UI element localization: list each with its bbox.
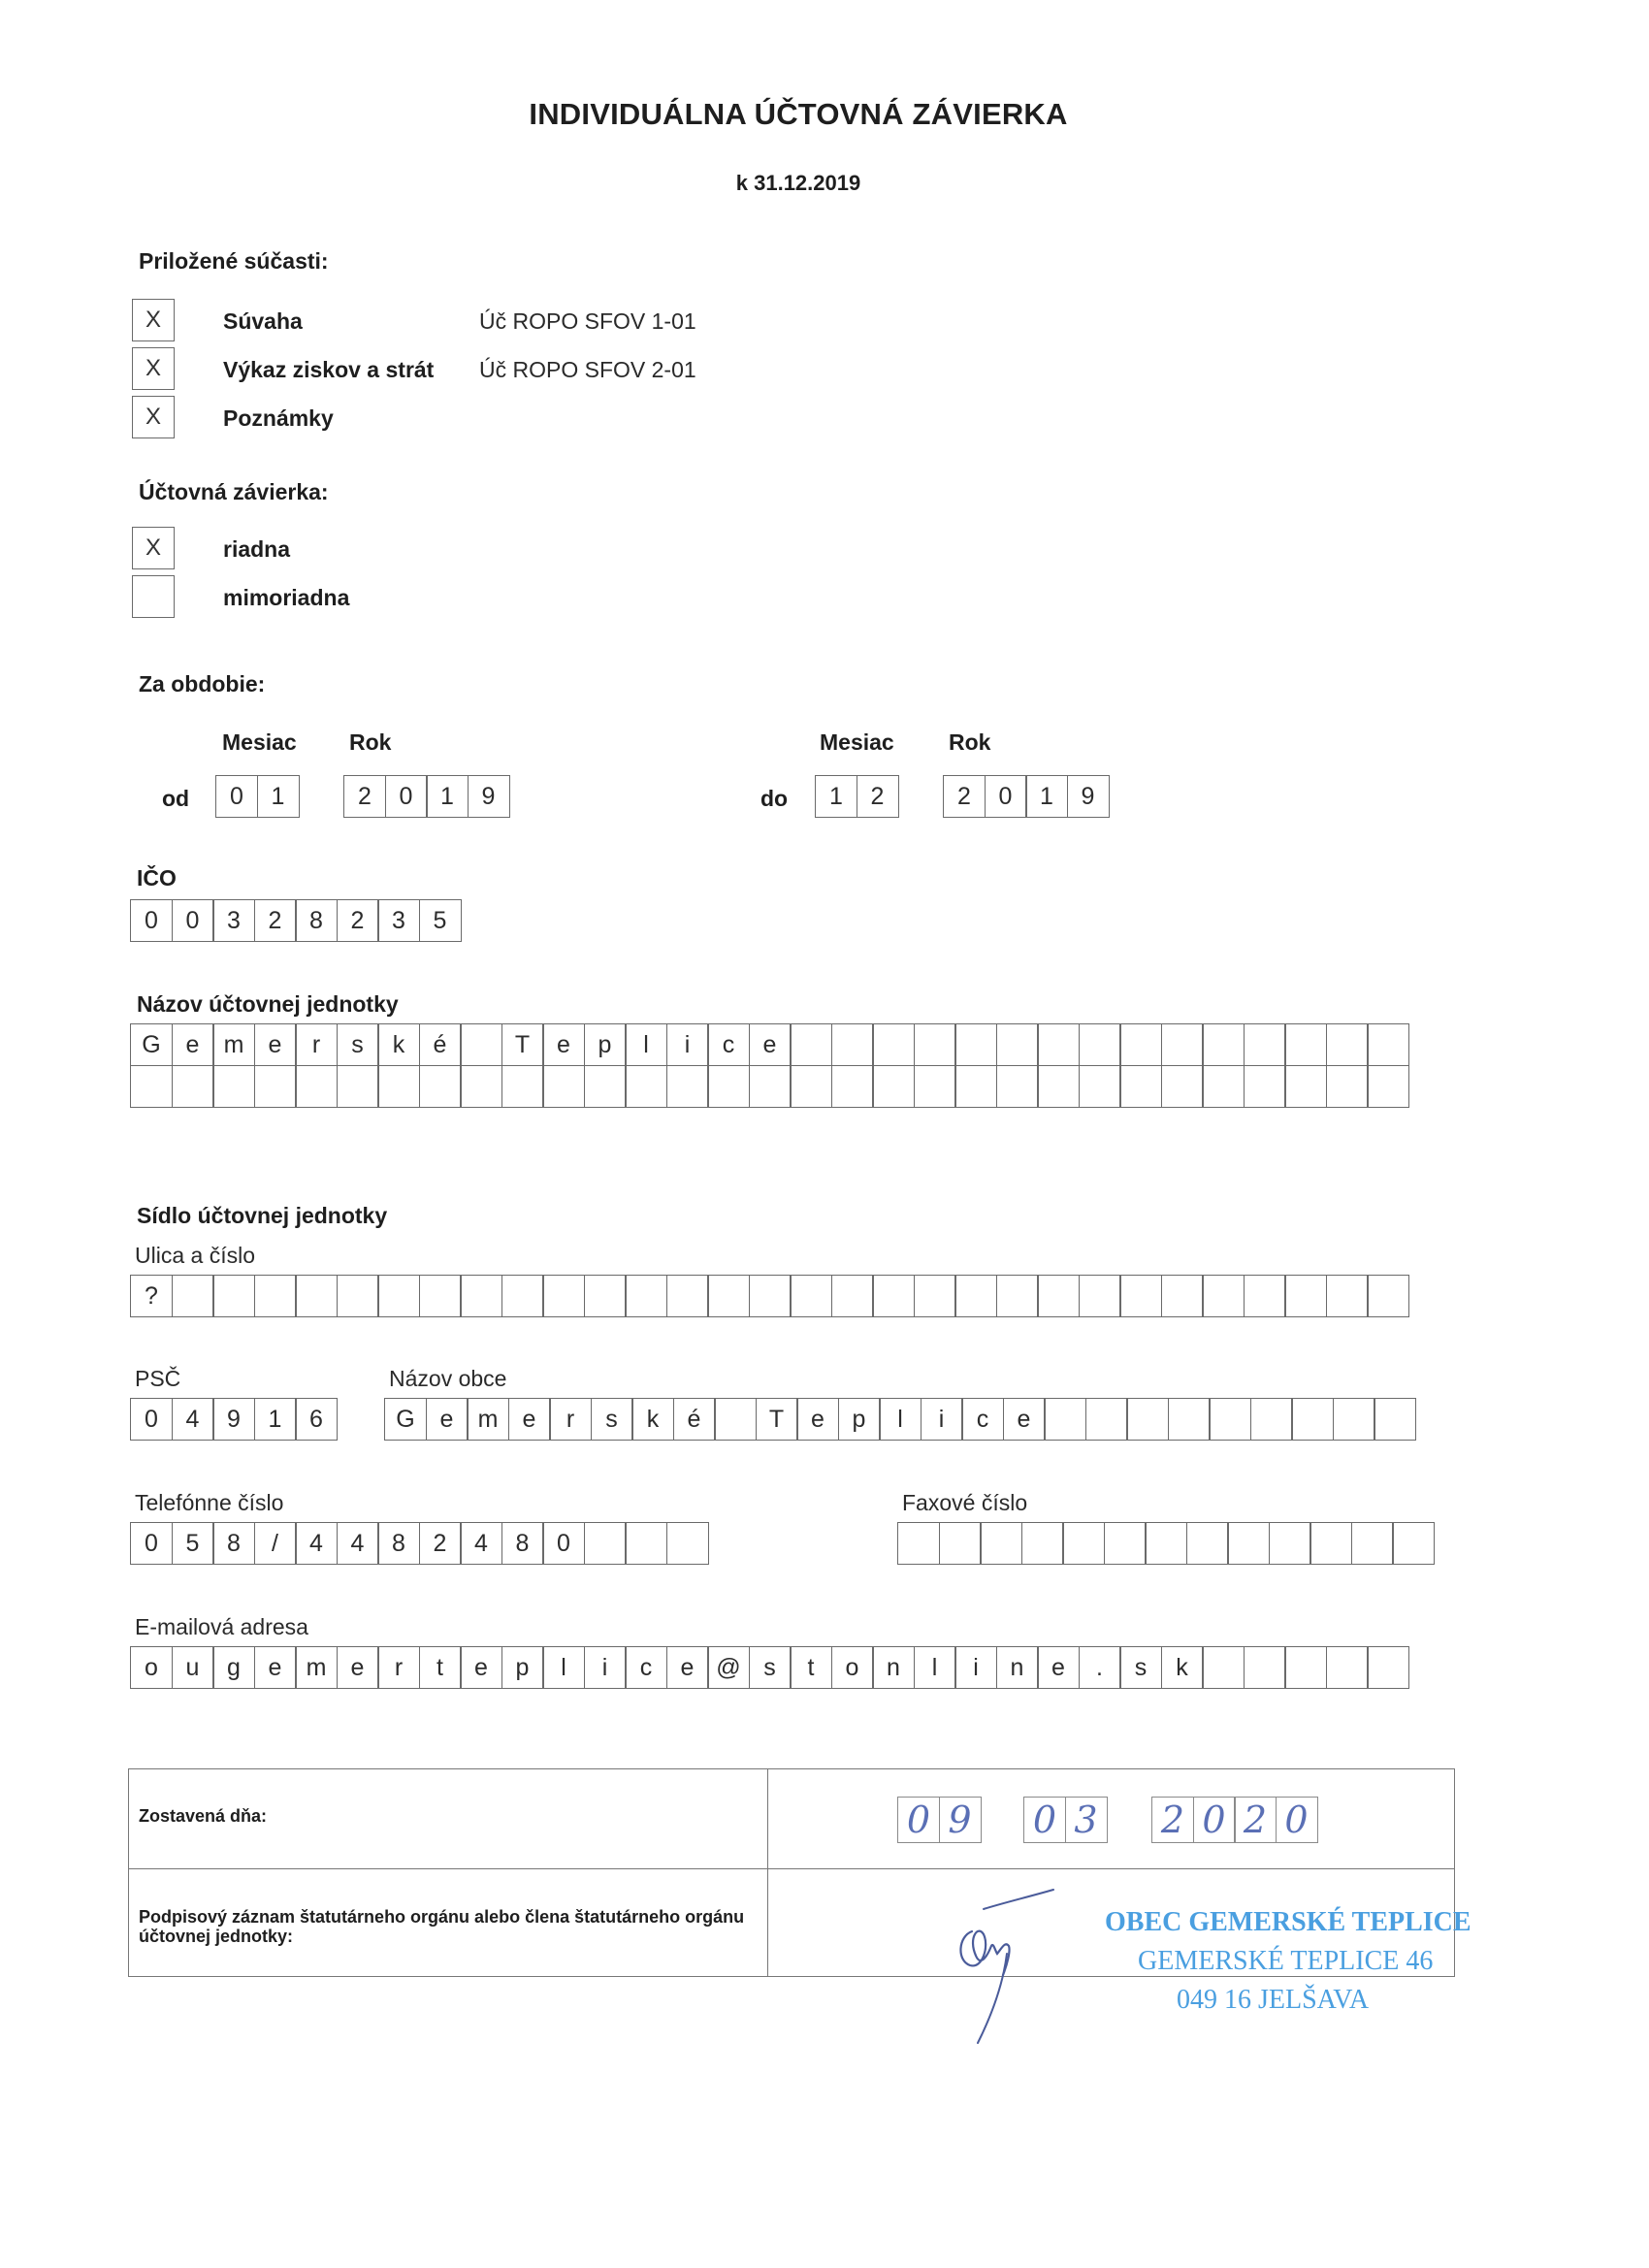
entity-name-char: p	[584, 1023, 627, 1066]
compiled-month-digit: 0	[1023, 1797, 1066, 1843]
email-char: s	[1119, 1646, 1162, 1689]
as-of-date: k 31.12.2019	[735, 171, 861, 195]
fax-char	[1145, 1522, 1187, 1565]
fax-char	[1310, 1522, 1352, 1565]
ico-digit: 8	[295, 899, 338, 942]
city-char	[1333, 1398, 1375, 1441]
phone-field[interactable]	[130, 1522, 709, 1565]
street-char	[1119, 1275, 1162, 1317]
phone-char: 4	[337, 1522, 379, 1565]
street-char	[1244, 1275, 1286, 1317]
email-char: e	[337, 1646, 379, 1689]
email-char: u	[172, 1646, 214, 1689]
entity-name-row-1[interactable]	[130, 1023, 1409, 1066]
fax-char	[1186, 1522, 1229, 1565]
entity-name-char	[1244, 1023, 1286, 1066]
email-char: i	[954, 1646, 997, 1689]
ico-digit: 3	[377, 899, 420, 942]
entity-name-char: é	[419, 1023, 462, 1066]
city-char: m	[467, 1398, 509, 1441]
email-char: e	[460, 1646, 502, 1689]
entity-name-char	[666, 1065, 709, 1108]
entity-name-char	[707, 1065, 750, 1108]
email-char	[1244, 1646, 1286, 1689]
email-char: c	[625, 1646, 667, 1689]
street-char	[914, 1275, 956, 1317]
entity-name-char: r	[295, 1023, 338, 1066]
fax-char	[897, 1522, 940, 1565]
period-heading: Za obdobie:	[139, 671, 266, 697]
email-char: n	[872, 1646, 915, 1689]
city-char: c	[961, 1398, 1004, 1441]
from-year-label: Rok	[349, 729, 392, 755]
email-char: o	[130, 1646, 173, 1689]
entity-name-char: e	[542, 1023, 585, 1066]
to-month-digit: 2	[857, 775, 899, 818]
psc-label: PSČ	[135, 1366, 181, 1391]
city-char: r	[549, 1398, 592, 1441]
phone-char: 2	[419, 1522, 462, 1565]
street-char	[377, 1275, 420, 1317]
psc-digit: 9	[212, 1398, 255, 1441]
entity-name-char	[996, 1065, 1039, 1108]
entity-name-char	[831, 1023, 874, 1066]
email-char: e	[666, 1646, 709, 1689]
phone-char: 4	[295, 1522, 338, 1565]
from-year-digit: 2	[343, 775, 386, 818]
entity-name-char	[1202, 1023, 1245, 1066]
entity-name-char	[1161, 1023, 1204, 1066]
street-char: ?	[130, 1275, 173, 1317]
email-char: o	[831, 1646, 874, 1689]
street-char	[419, 1275, 462, 1317]
email-char: t	[419, 1646, 462, 1689]
email-char: i	[584, 1646, 627, 1689]
from-year-digit: 0	[385, 775, 428, 818]
entity-name-char	[419, 1065, 462, 1108]
city-char	[1085, 1398, 1128, 1441]
from-label: od	[162, 786, 190, 811]
street-char	[337, 1275, 379, 1317]
email-char: s	[749, 1646, 792, 1689]
city-char: é	[673, 1398, 716, 1441]
to-month-label: Mesiac	[820, 729, 894, 755]
psc-digit: 4	[172, 1398, 214, 1441]
email-char: l	[542, 1646, 585, 1689]
to-year-digit: 1	[1025, 775, 1068, 818]
to-month-digit: 1	[815, 775, 857, 818]
fax-char	[1351, 1522, 1394, 1565]
city-char	[1250, 1398, 1293, 1441]
entity-name-char	[1037, 1065, 1080, 1108]
entity-name-char	[1079, 1065, 1121, 1108]
city-field[interactable]	[384, 1398, 1416, 1441]
entity-name-char	[790, 1023, 832, 1066]
entity-name-char: e	[172, 1023, 214, 1066]
compiled-month-field[interactable]	[1023, 1797, 1108, 1843]
email-char: @	[707, 1646, 750, 1689]
entity-name-char	[872, 1023, 915, 1066]
fax-label: Faxové číslo	[902, 1490, 1028, 1515]
to-year-digit: 9	[1067, 775, 1110, 818]
from-month-label: Mesiac	[222, 729, 297, 755]
closing-label-riadna: riadna	[223, 536, 291, 562]
city-char: k	[631, 1398, 674, 1441]
compiled-date-label: Zostavená dňa:	[139, 1806, 268, 1826]
city-char: e	[426, 1398, 469, 1441]
compiled-year-digit: 0	[1276, 1797, 1318, 1843]
entity-name-char	[1367, 1023, 1409, 1066]
fax-char	[1021, 1522, 1064, 1565]
compiled-day-field[interactable]	[897, 1797, 982, 1843]
street-char	[954, 1275, 997, 1317]
street-char	[501, 1275, 544, 1317]
city-char: e	[508, 1398, 551, 1441]
city-char: l	[879, 1398, 922, 1441]
entity-name-char	[1367, 1065, 1409, 1108]
fax-char	[1392, 1522, 1435, 1565]
entity-name-char: G	[130, 1023, 173, 1066]
closing-label-mimoriadna: mimoriadna	[223, 585, 350, 610]
email-char	[1367, 1646, 1409, 1689]
entity-name-char	[1326, 1023, 1369, 1066]
phone-char: 8	[501, 1522, 544, 1565]
street-char	[996, 1275, 1039, 1317]
signature-label: Podpisový záznam štatutárneho orgánu alebo člena štatutárneho orgánu účtovnej jednotky:	[139, 1907, 745, 1946]
compiled-year-digit: 0	[1193, 1797, 1236, 1843]
fax-field[interactable]	[897, 1522, 1435, 1565]
compiled-year-digit: 2	[1234, 1797, 1277, 1843]
ico-digit: 2	[337, 899, 379, 942]
street-char	[1079, 1275, 1121, 1317]
entity-name-row-2[interactable]	[130, 1065, 1409, 1108]
entity-name-char	[1326, 1065, 1369, 1108]
entity-name-char: e	[749, 1023, 792, 1066]
compiled-year-field[interactable]	[1151, 1797, 1318, 1843]
entity-name-char	[460, 1065, 502, 1108]
seat-heading: Sídlo účtovnej jednotky	[137, 1203, 388, 1228]
handwritten-signature	[949, 1878, 1094, 2048]
street-char	[790, 1275, 832, 1317]
compiled-year-digit: 2	[1151, 1797, 1194, 1843]
attachments-heading: Priložené súčasti:	[139, 248, 329, 274]
email-char: e	[1037, 1646, 1080, 1689]
ico-label: IČO	[137, 865, 177, 891]
city-char: p	[838, 1398, 881, 1441]
entity-name-char	[790, 1065, 832, 1108]
entity-name-char	[1037, 1023, 1080, 1066]
to-year-label: Rok	[949, 729, 991, 755]
entity-name-char	[954, 1065, 997, 1108]
entity-name-char	[1284, 1023, 1327, 1066]
email-label: E-mailová adresa	[135, 1614, 308, 1639]
email-char: l	[914, 1646, 956, 1689]
street-char	[1284, 1275, 1327, 1317]
city-char	[1044, 1398, 1086, 1441]
street-char	[584, 1275, 627, 1317]
street-char	[1367, 1275, 1409, 1317]
stamp-line-1: OBEC GEMERSKÉ TEPLICE	[1105, 1907, 1471, 1937]
entity-name-char	[501, 1065, 544, 1108]
entity-name-char	[584, 1065, 627, 1108]
city-char: G	[384, 1398, 427, 1441]
street-char	[172, 1275, 214, 1317]
city-char: T	[756, 1398, 798, 1441]
ico-digit: 2	[254, 899, 297, 942]
entity-name-char: k	[377, 1023, 420, 1066]
street-char	[749, 1275, 792, 1317]
to-year-digit: 0	[985, 775, 1027, 818]
street-char	[1037, 1275, 1080, 1317]
email-char: n	[996, 1646, 1039, 1689]
entity-name-char	[1161, 1065, 1204, 1108]
street-char	[666, 1275, 709, 1317]
phone-char	[584, 1522, 627, 1565]
entity-name-char: i	[666, 1023, 709, 1066]
email-char: g	[212, 1646, 255, 1689]
from-month-digit: 0	[215, 775, 258, 818]
street-char	[1202, 1275, 1245, 1317]
entity-name-char: T	[501, 1023, 544, 1066]
street-field[interactable]	[130, 1275, 1409, 1317]
email-char	[1284, 1646, 1327, 1689]
email-char: t	[790, 1646, 832, 1689]
city-char	[1168, 1398, 1211, 1441]
entity-name-char	[831, 1065, 874, 1108]
ico-digit: 3	[212, 899, 255, 942]
email-field[interactable]	[130, 1646, 1409, 1689]
street-char	[254, 1275, 297, 1317]
phone-label: Telefónne číslo	[135, 1490, 284, 1515]
from-year-digit: 1	[426, 775, 469, 818]
street-char	[460, 1275, 502, 1317]
attachment-label-vykaz: Výkaz ziskov a strát	[223, 357, 435, 382]
city-char: s	[591, 1398, 633, 1441]
entity-name-char: c	[707, 1023, 750, 1066]
stamp-line-2: GEMERSKÉ TEPLICE 46	[1138, 1946, 1434, 1976]
email-char: m	[295, 1646, 338, 1689]
phone-char: 8	[212, 1522, 255, 1565]
entity-name-char	[337, 1065, 379, 1108]
closing-checkbox-mimoriadna[interactable]	[132, 575, 175, 618]
email-char: p	[501, 1646, 544, 1689]
to-label: do	[760, 786, 789, 811]
attachment-code-suvaha: Úč ROPO SFOV 1-01	[479, 308, 696, 334]
entity-name-char	[1284, 1065, 1327, 1108]
city-char	[714, 1398, 757, 1441]
attachment-label-suvaha: Súvaha	[223, 308, 303, 334]
psc-digit: 6	[295, 1398, 338, 1441]
city-char	[1291, 1398, 1334, 1441]
fax-char	[939, 1522, 982, 1565]
entity-name-char	[872, 1065, 915, 1108]
entity-name-char	[130, 1065, 173, 1108]
compiled-month-digit: 3	[1065, 1797, 1108, 1843]
from-year-field[interactable]	[343, 775, 510, 818]
compiled-day-digit: 9	[939, 1797, 982, 1843]
street-char	[1326, 1275, 1369, 1317]
entity-name-char	[1119, 1065, 1162, 1108]
ico-digit: 0	[172, 899, 214, 942]
entity-name-char: s	[337, 1023, 379, 1066]
table-divider-vertical	[767, 1769, 768, 1976]
street-char	[831, 1275, 874, 1317]
entity-name-char	[1119, 1023, 1162, 1066]
city-char	[1374, 1398, 1416, 1441]
ico-digit: 5	[419, 899, 462, 942]
phone-char: 0	[542, 1522, 585, 1565]
email-char: r	[377, 1646, 420, 1689]
compiled-day-digit: 0	[897, 1797, 940, 1843]
psc-digit: 0	[130, 1398, 173, 1441]
stamp-line-3: 049 16 JELŠAVA	[1177, 1985, 1370, 2015]
street-char	[295, 1275, 338, 1317]
street-char	[212, 1275, 255, 1317]
entity-name-char	[212, 1065, 255, 1108]
email-char: e	[254, 1646, 297, 1689]
street-char	[707, 1275, 750, 1317]
email-char	[1326, 1646, 1369, 1689]
entity-name-char	[295, 1065, 338, 1108]
signature-table	[128, 1768, 1471, 2015]
fax-char	[1227, 1522, 1270, 1565]
phone-char: 0	[130, 1522, 173, 1565]
entity-name-char	[749, 1065, 792, 1108]
attachment-checkbox-suvaha[interactable]: X	[132, 299, 175, 341]
city-char	[1209, 1398, 1251, 1441]
from-month-digit: 1	[257, 775, 300, 818]
email-char: .	[1079, 1646, 1121, 1689]
entity-name-label: Názov účtovnej jednotky	[137, 991, 399, 1017]
to-year-digit: 2	[943, 775, 986, 818]
entity-name-char	[1202, 1065, 1245, 1108]
entity-name-char	[914, 1065, 956, 1108]
entity-name-char	[954, 1023, 997, 1066]
attachment-checkbox-poznamky[interactable]: X	[132, 396, 175, 438]
city-label: Názov obce	[389, 1366, 507, 1391]
entity-name-char	[542, 1065, 585, 1108]
city-char	[1126, 1398, 1169, 1441]
phone-char	[625, 1522, 667, 1565]
phone-char: /	[254, 1522, 297, 1565]
ico-digit: 0	[130, 899, 173, 942]
city-char: e	[1003, 1398, 1046, 1441]
city-char: i	[921, 1398, 963, 1441]
entity-name-char	[914, 1023, 956, 1066]
entity-name-char	[1079, 1023, 1121, 1066]
entity-name-char: m	[212, 1023, 255, 1066]
city-char: e	[796, 1398, 839, 1441]
attachment-code-vykaz: Úč ROPO SFOV 2-01	[479, 357, 696, 382]
street-char	[1161, 1275, 1204, 1317]
entity-name-char: l	[625, 1023, 667, 1066]
ico-field[interactable]	[130, 899, 462, 942]
phone-char: 8	[377, 1522, 420, 1565]
entity-name-char	[996, 1023, 1039, 1066]
fax-char	[1062, 1522, 1105, 1565]
phone-char: 5	[172, 1522, 214, 1565]
closing-type-heading: Účtovná závierka:	[139, 479, 329, 504]
attachment-label-poznamky: Poznámky	[223, 405, 334, 431]
to-year-field[interactable]	[943, 775, 1110, 818]
phone-char: 4	[460, 1522, 502, 1565]
entity-name-char	[1244, 1065, 1286, 1108]
fax-char	[980, 1522, 1022, 1565]
entity-name-char	[254, 1065, 297, 1108]
fax-char	[1104, 1522, 1147, 1565]
table-divider-horizontal	[129, 1868, 1454, 1869]
closing-checkbox-riadna[interactable]: X	[132, 527, 175, 569]
street-char	[872, 1275, 915, 1317]
street-char	[542, 1275, 585, 1317]
phone-char	[666, 1522, 709, 1565]
from-month-field[interactable]	[215, 775, 300, 818]
attachment-checkbox-vykaz[interactable]: X	[132, 347, 175, 390]
fax-char	[1269, 1522, 1311, 1565]
entity-name-char	[377, 1065, 420, 1108]
document-title: INDIVIDUÁLNA ÚČTOVNÁ ZÁVIERKA	[529, 97, 1068, 131]
street-label: Ulica a číslo	[135, 1243, 255, 1268]
psc-digit: 1	[254, 1398, 297, 1441]
street-char	[625, 1275, 667, 1317]
entity-name-char	[625, 1065, 667, 1108]
entity-name-char: e	[254, 1023, 297, 1066]
from-year-digit: 9	[468, 775, 510, 818]
email-char	[1202, 1646, 1245, 1689]
psc-field[interactable]	[130, 1398, 338, 1441]
to-month-field[interactable]	[815, 775, 899, 818]
email-char: k	[1161, 1646, 1204, 1689]
entity-name-char	[460, 1023, 502, 1066]
entity-name-char	[172, 1065, 214, 1108]
